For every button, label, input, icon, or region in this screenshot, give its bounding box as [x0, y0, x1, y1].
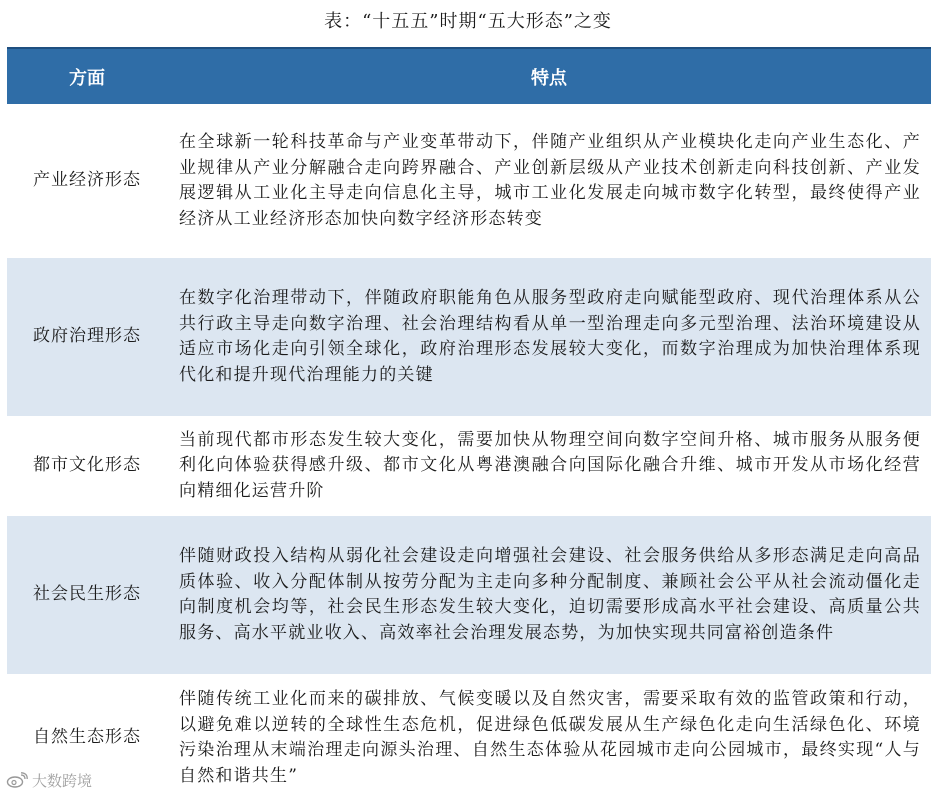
header-feature: 特点 — [167, 48, 931, 104]
table-header-row — [7, 48, 931, 104]
table-title: 表：“十五五”时期“五大形态”之变 — [324, 11, 612, 32]
row-aspect: 社会民生形态 — [7, 516, 167, 674]
row-feature: 伴随财政投入结构从弱化社会建设走向增强社会建设、社会服务供给从多形态满足走向高品质体验、收入分配体制从按劳分配为主走向多种分配制度、兼顾社会公平从社会流动僵化走向制度机会均等，社会民生形态发生较大变化，迫切需要形成高水平社会建设、高质量公共服务、高水平就业收入、高效率社会治理发展态势，为加快实现共同富裕创造条件 — [167, 516, 931, 674]
table-row — [7, 258, 931, 416]
watermark — [6, 768, 92, 792]
row-aspect: 产业经济形态 — [7, 104, 167, 258]
row-feature: 在全球新一轮科技革命与产业变革带动下，伴随产业组织从产业模块化走向产业生态化、产业规律从产业分解融合走向跨界融合、产业创新层级从产业技术创新走向科技创新、产业发展逻辑从工业化主导走向信息化主导，城市工业化发展走向城市数字化转型，最终使得产业经济从工业经济形态加快向数字经济形态转变 — [167, 104, 931, 258]
table-row — [7, 516, 931, 674]
row-feature: 伴随传统工业化而来的碳排放、气候变暖以及自然灾害，需要采取有效的监管政策和行动，以避免难以逆转的全球性生态危机，促进绿色低碳发展从生产绿色化走向生活绿色化、环境污染治理从末端治理走向源头治理、自然生态体验从花园城市走向公园城市，最终实现“人与自然和谐共生” — [167, 674, 931, 802]
forms-table — [7, 47, 931, 802]
table-row — [7, 104, 931, 258]
row-feature: 当前现代都市形态发生较大变化，需要加快从物理空间向数字空间升格、城市服务从服务便利化向体验获得感升级、都市文化从粤港澳融合向国际化融合升维、城市开发从市场化经营向精细化运营升阶 — [167, 416, 931, 516]
row-feature: 在数字化治理带动下，伴随政府职能角色从服务型政府走向赋能型政府、现代治理体系从公共行政主导走向数字治理、社会治理结构看从单一型治理走向多元型治理、法治环境建设从适应市场化走向引领全球化，政府治理形态发展较大变化，而数字治理成为加快治理体系现代化和提升现代治理能力的关键 — [167, 258, 931, 416]
table-row — [7, 674, 931, 802]
header-aspect: 方面 — [7, 48, 167, 104]
watermark-text: 大数跨境 — [32, 771, 93, 790]
weibo-logo-icon — [6, 772, 28, 788]
row-aspect: 政府治理形态 — [7, 258, 167, 416]
row-aspect: 都市文化形态 — [7, 416, 167, 516]
table-row — [7, 416, 931, 516]
row-aspect: 自然生态形态 — [7, 674, 167, 802]
